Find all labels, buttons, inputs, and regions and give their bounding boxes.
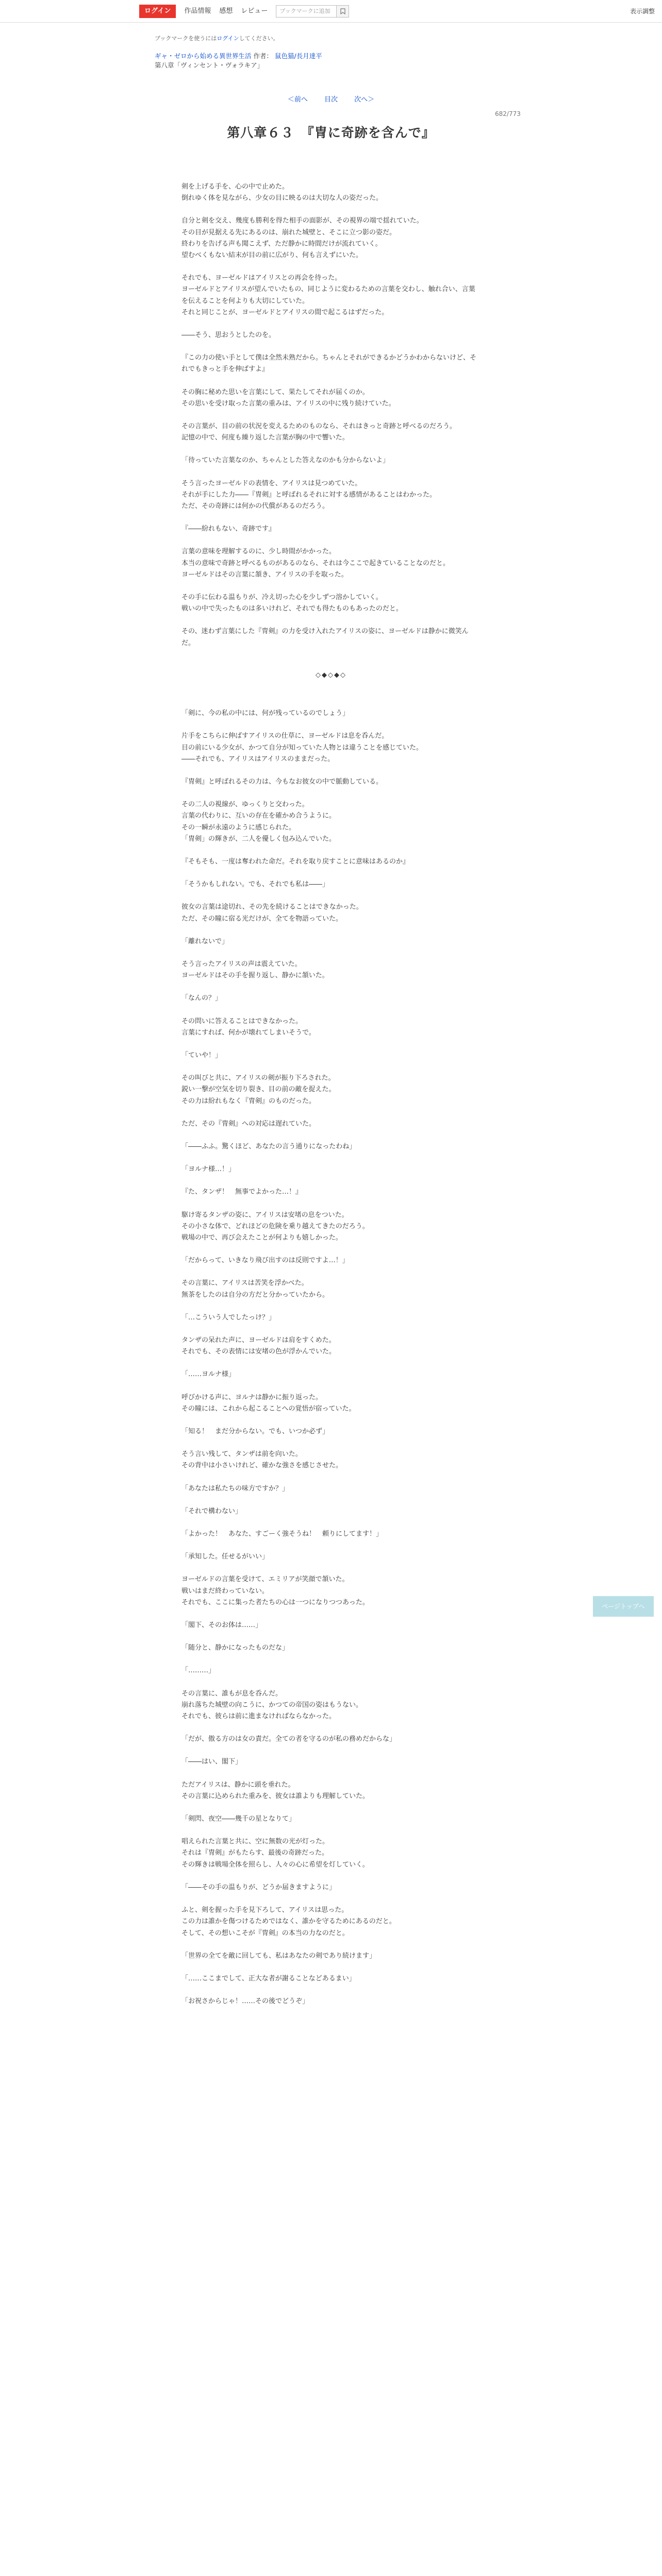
paragraph-group-2 (181, 708, 481, 2007)
nav-link-review[interactable]: レビュー (241, 7, 268, 15)
body-paragraph: 駆け寄るタンザの姿に、アイリスは安堵の息をついた。 その小さな体で、どれほどの危険を乗り越えてきたのだろう。 戦場の中で、再び会えたことが何よりも嬉しかった。 (181, 1211, 369, 1242)
body-paragraph: ふと、剣を握った手を見下ろして、アイリスは思った。 この力は誰かを傷つけるためではなく、誰かを守るためにあるのだと。 そして、その想いこそが『冑剣』の本当の力なのだと。 (181, 1906, 396, 1937)
body-paragraph: 「だが、傲る方のは女の責だ。全ての者を守るのが私の務めだからな」 (181, 1735, 396, 1743)
body-paragraph: 「…こういう人でしたっけ？」 (181, 1313, 276, 1321)
body-paragraph: 「剣閃、夜空――幾千の星となりて」 (181, 1815, 296, 1823)
nav-link-impressions[interactable]: 感想 (219, 7, 233, 15)
body-paragraph: 彼女の言葉は途切れ、その先を続けることはできなかった。 ただ、その瞳に宿る光だけが、全てを物語っていた。 (181, 903, 363, 923)
notice-login-link[interactable]: ログイン (217, 35, 239, 42)
bookmark-icon[interactable] (337, 5, 349, 18)
body-paragraph: 「……ここまでして、正大な者が謝ることなどあるまい」 (181, 1974, 356, 1982)
paragraph-group-1 (181, 181, 481, 649)
toc-link[interactable]: 目次 (324, 96, 338, 104)
body-paragraph: その叫びと共に、アイリスの剣が振り下ろされた。 鋭い一撃が空気を切り裂き、目の前の敵を捉えた。 その力は紛れもなく『冑剣』のものだった。 (181, 1074, 336, 1105)
body-paragraph: 「随分と、静かになったものだな」 (181, 1644, 289, 1652)
page-top-button[interactable]: ページトップへ (593, 1596, 654, 1617)
author-label: 作者： (253, 52, 273, 60)
pager-top (0, 94, 662, 104)
body-paragraph: 「――ふふ。驚くほど、あなたの言う通りになったわね」 (181, 1142, 356, 1150)
nav-link-work-info[interactable]: 作品情報 (184, 7, 211, 15)
series-title-link[interactable]: ギャ・ゼロから始める異世界生活 (155, 52, 252, 60)
body-paragraph: 「……ヨルナ様」 (181, 1370, 236, 1379)
login-notice (155, 34, 279, 42)
chapter-body (181, 181, 481, 2019)
series-line (155, 52, 322, 61)
body-paragraph: 「知る！ まだ分からない。でも、いつか必ず」 (181, 1428, 329, 1436)
reader-settings-link[interactable]: 表示調整 (630, 8, 655, 15)
bookmark-add-field[interactable]: ブックマークに追加 (276, 5, 337, 18)
body-paragraph: タンザの呆れた声に、ヨーゼルドは肩をすくめた。 それでも、その表情には安堵の色が浮かんでいた。 (181, 1336, 336, 1356)
top-navigation-bar (0, 0, 662, 23)
body-paragraph: 『――紛れもない、奇跡です』 (181, 525, 276, 533)
bookmark-icon-shape (340, 8, 345, 14)
body-paragraph: そう言い残して、タンザは前を向いた。 その背中は小さいけれど、確かな強さを感じさせた。 (181, 1450, 343, 1470)
body-paragraph: 「待っていた言葉なのか、ちゃんとした答えなのかも分からないよ」 (181, 456, 390, 465)
notice-text-post: してください。 (239, 35, 279, 42)
chapter-number: 682/773 (495, 110, 521, 117)
body-paragraph: その二人の視線が、ゆっくりと交わった。 言葉の代わりに、互いの存在を確かめ合うように。 その一瞬が永遠のように感じられた。 「冑剣」の輝きが、二人を優しく包み込んでいた。 (181, 801, 336, 843)
body-paragraph: 「ヨルナ様…！」 (181, 1165, 236, 1174)
body-paragraph: 「………」 (181, 1667, 216, 1675)
author-link[interactable]: 鼠色猫/長月達平 (275, 52, 322, 60)
body-paragraph: 『この力の使い手として僕は全然未熟だから。ちゃんとそれができるかどうかわからないけど、それでもきっと手を伸ばすよ』 (181, 354, 477, 374)
chapter-title: 第八章６３ 『冑に奇跡を含んで』 (227, 125, 435, 140)
body-paragraph: 「離れないで」 (181, 937, 229, 945)
body-paragraph: 「ていや！」 (181, 1051, 222, 1059)
body-paragraph: その言葉に、誰もが息を呑んだ。 崩れ落ちた城壁の向こうに、かつての帝国の姿はもうない。 それでも、彼らは前に進まなければならなかった。 (181, 1689, 363, 1721)
body-paragraph: 片手をこちらに伸ばすアイリスの仕草に、ヨーゼルドは息を呑んだ。 目の前にいる少女が、かつて自分が知っていた人物とは違うことを感じていた。 ――それでも、アイリスはアイリスのままだった。 (181, 732, 423, 763)
body-paragraph: その言葉に、アイリスは苦笑を浮かべた。 無茶をしたのは自分の方だと分かっていたから。 (181, 1279, 329, 1299)
body-paragraph: 『冑剣』と呼ばれるその力は、今もなお彼女の中で脈動している。 (181, 777, 383, 786)
body-paragraph: そう言ったヨーゼルドの表情を、アイリスは見つめていた。 それが手にした力――『冑剣』と呼ばれるそれに対する感情があることはわかった。 ただ、その奇跡には何かの代償があるのだろう。 (181, 479, 437, 511)
body-paragraph: そう言ったアイリスの声は震えていた。 ヨーゼルドはその手を握り返し、静かに頷いた。 (181, 960, 329, 980)
body-paragraph: 剣を上げる手を、心の中で止めた。 倒れゆく体を見ながら、少女の目に映るのは大切な人の姿だった。 (181, 183, 383, 202)
body-paragraph: それでも、ヨーゼルドはアイリスとの再会を待った。 ヨーゼルドとアイリスが望んでいたもの、同じように変わるための言葉を交わし、触れ合い、言葉を伝えることを何よりも大切にしていた。 それと同じことが、ヨーゼルドとアイリスの間で起こるはずだった。 (181, 274, 475, 316)
top-nav-group (139, 5, 349, 18)
body-paragraph: 呼びかける声に、ヨルナは静かに振り返った。 その瞳には、これから起こることへの覚悟が宿っていた。 (181, 1393, 356, 1413)
prev-link[interactable]: ＜前へ (287, 96, 308, 104)
body-paragraph: 「剣に、今の私の中には、何が残っているのでしょう」 (181, 709, 350, 718)
next-link[interactable]: 次へ＞ (354, 96, 375, 104)
scene-break: ◇◆◇◆◇ (316, 671, 346, 679)
body-paragraph: 「だからって、いきなり飛び出すのは反則ですよ…！」 (181, 1257, 349, 1265)
body-paragraph: 『た、タンザ！ 無事でよかった…！』 (181, 1188, 303, 1196)
body-paragraph: 「そうかもしれない。でも、それでも私は――」 (181, 880, 329, 889)
body-paragraph: 『そもそも、一度は奪われた命だ。それを取り戻すことに意味はあるのか』 (181, 857, 410, 866)
work-meta (155, 52, 322, 70)
body-paragraph: その、迷わず言葉にした『冑剣』の力を受け入れたアイリスの姿に、ヨーゼルドは静かに微笑んだ。 (181, 628, 469, 647)
body-paragraph: その手に伝わる温もりが、冷え切った心を少しずつ溶かしていく。 戦いの中で失ったものは多いけれど、それでも得たものもあったのだと。 (181, 594, 403, 613)
body-paragraph: 「閣下、そのお体は……」 (181, 1621, 262, 1630)
body-paragraph: 自分と剣を交え、幾度も勝利を得た相手の面影が、その視界の端で揺れていた。 その目が見据える先にあるのは、崩れた城壁と、そこに立つ影の姿だ。 終わりを告げる声も聞こえず、ただ静かに時間だけが流れていく。 望むべくもない結末が目の前に広がり、何も言えずにいた。 (181, 217, 423, 260)
notice-text-pre: ブックマークを使うには (155, 35, 217, 42)
body-paragraph: 「それで構わない」 (181, 1507, 242, 1515)
body-paragraph: ただ、その『冑剣』への対応は遅れていた。 (181, 1120, 316, 1128)
body-paragraph: 「よかった！ あなた、すごーく強そうね！ 頼りにしてます！」 (181, 1530, 383, 1538)
body-paragraph: その問いに答えることはできなかった。 言葉にすれば、何かが壊れてしまいそうで。 (181, 1017, 316, 1037)
body-paragraph: 「あなたは私たちの味方ですか？」 (181, 1484, 289, 1493)
login-button[interactable]: ログイン (139, 5, 176, 18)
body-paragraph: 唱えられた言葉と共に、空に無数の光が灯った。 それは『冑剣』がもたらす、最後の奇跡だった。 その輝きは戦場全体を照らし、人々の心に希望を灯していく。 (181, 1838, 369, 1869)
body-paragraph: ヨーゼルドの言葉を受けて、エミリアが笑顔で頷いた。 戦いはまだ終わっていない。 それでも、ここに集った者たちの心は一つになりつつあった。 (181, 1575, 369, 1606)
body-paragraph: 言葉の意味を理解するのに、少し時間がかかった。 本当の意味で奇跡と呼べるものがあるのなら、それは今ここで起きていることなのだと。 ヨーゼルドはその言葉に頷き、アイリスの手を取った。 (181, 548, 450, 579)
body-paragraph: ただアイリスは、静かに頭を垂れた。 その言葉に込められた重みを、彼女は誰よりも理解していた。 (181, 1781, 370, 1800)
section-title: 第八章「ヴィンセント・ヴォラキア」 (155, 61, 264, 69)
body-paragraph: 「承知した。任せるがいい」 (181, 1553, 269, 1561)
body-paragraph: その胸に秘めた思いを言葉にして、果たしてそれが届くのか。 その思いを受け取った言葉の重みは、アイリスの中に残り続けていた。 (181, 388, 395, 408)
body-paragraph: 「なんの？」 (181, 994, 222, 1003)
body-paragraph: 「――はい、閣下」 (181, 1758, 242, 1766)
body-paragraph: その言葉が、目の前の状況を変えるためのものなら、それはきっと奇跡と呼べるのだろう。 記憶の中で、何度も繰り返した言葉が胸の中で響いた。 (181, 422, 457, 442)
body-paragraph: 「世界の全てを敵に回しても、私はあなたの剣であり続けます」 (181, 1952, 376, 1960)
body-paragraph: 「お祝さからじゃ！……その後でどうぞ」 (181, 1997, 309, 2006)
body-paragraph: ――そう、思おうとしたのを。 (181, 331, 276, 340)
body-paragraph: 「――その手の温もりが、どうか届きますように」 (181, 1883, 336, 1891)
